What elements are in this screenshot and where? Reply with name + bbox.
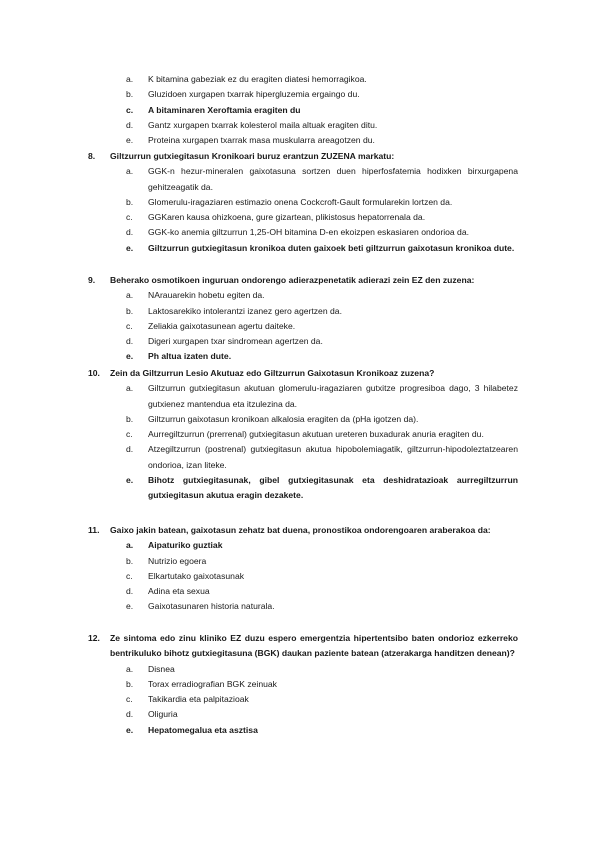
- option-letter: b.: [126, 413, 134, 424]
- option-letter: e.: [126, 351, 134, 362]
- option-11a: [88, 538, 518, 553]
- question-stem: [88, 631, 518, 662]
- option-9a: [88, 288, 518, 303]
- option-7a: [88, 72, 518, 87]
- option-11c: [88, 569, 518, 584]
- option-letter: b.: [126, 196, 134, 207]
- option-text: Gantz xurgapen txarrak kolesterol maila altuak eragiten ditu.: [148, 119, 378, 130]
- question-10: [88, 366, 518, 504]
- option-9c: [88, 319, 518, 334]
- option-text: Gluzidoen xurgapen txarrak hipergluzemia ergaingo du.: [148, 89, 360, 100]
- option-text: Aipaturiko guztiak: [148, 540, 223, 551]
- option-text: Giltzurrun gaixotasun kronikoan alkalosia eragiten da (pHa igotzen da).: [148, 413, 419, 424]
- question-8: [88, 149, 518, 256]
- option-letter: e.: [126, 135, 134, 146]
- q7-options: [88, 72, 518, 148]
- option-text: Bihotz gutxiegitasunak, gibel gutxiegitasunak eta deshidratazioak aurregiltzurrun gutxiegitasun akutua eragin dezakete.: [148, 475, 518, 501]
- option-letter: c.: [126, 212, 133, 223]
- option-letter: a.: [126, 540, 134, 551]
- question-number: 8.: [88, 151, 96, 161]
- option-text: Zeliakia gaixotasunean agertu daiteke.: [148, 320, 296, 331]
- option-8e: [88, 241, 518, 256]
- option-text: Atzegiltzurrun (postrenal) gutxiegitasun akutua hipobolemiagatik, giltzurrun-hipodoleztatzearen ondorioa, izan liteke.: [148, 444, 518, 470]
- option-letter: a.: [126, 663, 134, 674]
- option-12b: [88, 677, 518, 692]
- option-8c: [88, 210, 518, 225]
- question-text: Zein da Giltzurrun Lesio Akutuaz edo Giltzurrun Gaixotasun Kronikoaz zuzena?: [110, 368, 435, 378]
- option-text: Elkartutako gaixotasunak: [148, 570, 245, 581]
- question-stem: [88, 273, 518, 288]
- option-letter: e.: [126, 724, 134, 735]
- option-11d: [88, 584, 518, 599]
- option-11e: [88, 599, 518, 614]
- option-letter: d.: [126, 336, 134, 347]
- option-text: Oliguria: [148, 709, 178, 720]
- option-text: Gaixotasunaren historia naturala.: [148, 601, 275, 612]
- option-letter: c.: [126, 694, 133, 705]
- option-10b: [88, 412, 518, 427]
- option-9d: [88, 334, 518, 349]
- option-text: Hepatomegalua eta asztisa: [148, 724, 258, 735]
- question-9: [88, 273, 518, 365]
- option-7b: [88, 87, 518, 102]
- question-text: Giltzurrun gutxiegitasun Kronikoari buruz erantzun ZUZENA markatu:: [110, 151, 395, 161]
- option-10a: [88, 381, 518, 412]
- option-10d: [88, 442, 518, 473]
- option-12c: [88, 692, 518, 707]
- question-12: [88, 631, 518, 738]
- option-text: Digeri xurgapen txar sindromean agertzen da.: [148, 336, 323, 347]
- option-letter: d.: [126, 119, 134, 130]
- option-letter: e.: [126, 601, 134, 612]
- option-letter: d.: [126, 586, 134, 597]
- question-stem: [88, 149, 518, 164]
- option-text: A bitaminaren Xeroftamia eragiten du: [148, 104, 301, 115]
- option-7d: [88, 118, 518, 133]
- question-stem: [88, 366, 518, 381]
- option-letter: b.: [126, 305, 134, 316]
- option-letter: b.: [126, 89, 134, 100]
- option-text: Disnea: [148, 663, 175, 674]
- option-letter: c.: [126, 104, 134, 115]
- option-text: K bitamina gabeziak ez du eragiten diatesi hemorragikoa.: [148, 74, 367, 84]
- option-text: Glomerulu-iragaziaren estimazio onena Cockcroft-Gault formularekin lortzen da.: [148, 196, 453, 207]
- option-7c: [88, 103, 518, 118]
- option-8d: [88, 225, 518, 240]
- option-letter: d.: [126, 444, 134, 455]
- option-text: Takikardia eta palpitazioak: [148, 694, 249, 705]
- option-letter: a.: [126, 166, 134, 177]
- option-text: Aurregiltzurrun (prerrenal) gutxiegitasun akutuan ureteren buxadurak anuria eragiten du.: [148, 429, 484, 440]
- option-text: Torax erradiografian BGK zeinuak: [148, 678, 277, 689]
- question-number: 12.: [88, 633, 100, 643]
- option-letter: b.: [126, 555, 134, 566]
- option-text: Laktosarekiko intolerantzi izanez gero agertzen da.: [148, 305, 342, 316]
- option-letter: a.: [126, 74, 134, 84]
- option-letter: a.: [126, 290, 134, 301]
- question-11: [88, 523, 518, 615]
- option-10c: [88, 427, 518, 442]
- option-letter: e.: [126, 475, 134, 486]
- option-letter: d.: [126, 709, 134, 720]
- question-number: 11.: [88, 525, 100, 535]
- option-8b: [88, 195, 518, 210]
- question-text: Beherako osmotikoen inguruan ondorengo adierazpenetatik adierazi zein EZ den zuzena:: [110, 275, 475, 285]
- option-text: GGK-n hezur-mineralen gaixotasuna sortzen duen hiperfosfatemia hodixken birxurgapena gehitzeagatik da.: [148, 166, 518, 192]
- question-stem: [88, 523, 518, 538]
- option-12e: [88, 723, 518, 738]
- option-text: GGK-ko anemia giltzurrun 1,25-OH bitamina D-en ekoizpen eskasiaren ondorioa da.: [148, 227, 469, 238]
- question-text: Gaixo jakin batean, gaixotasun zehatz bat duena, pronostikoa ondorengoaren araberakoa da:: [110, 525, 491, 535]
- option-12d: [88, 707, 518, 722]
- option-letter: e.: [126, 242, 134, 253]
- question-text: Ze sintoma edo zinu kliniko EZ duzu espero emergentzia hipertentsibo baten ondorioz ezkerreko bentrikuluko bihotz gutxiegitasuna (BGK) daukan paziente batean (atzerakarga handitzen denean)?: [110, 633, 518, 659]
- option-letter: b.: [126, 678, 134, 689]
- option-letter: c.: [126, 320, 133, 331]
- option-9e: [88, 349, 518, 364]
- option-letter: c.: [126, 429, 133, 440]
- option-text: GGKaren kausa ohizkoena, gure gizartean, plikistosus hepatorrenala da.: [148, 212, 426, 223]
- option-letter: d.: [126, 227, 134, 238]
- option-text: Giltzurrun gutxiegitasun akutuan glomerulu-iragaziaren gutxitze progresiboa dago, 3 hilabetez gutxienez mantendua eta itzulezina da.: [148, 383, 518, 409]
- option-text: Giltzurrun gutxiegitasun kronikoa duten gaixoek beti giltzurrun gaixotasun kronikoa dute.: [148, 242, 515, 253]
- option-8a: [88, 164, 518, 195]
- option-10e: [88, 473, 518, 504]
- option-12a: [88, 662, 518, 677]
- question-number: 9.: [88, 275, 96, 285]
- option-text: Adina eta sexua: [148, 586, 210, 597]
- option-7e: [88, 133, 518, 148]
- option-text: NArauarekin hobetu egiten da.: [148, 290, 265, 301]
- option-text: Nutrizio egoera: [148, 555, 207, 566]
- option-letter: a.: [126, 383, 134, 394]
- option-text: Proteina xurgapen txarrak masa muskularra areagotzen du.: [148, 135, 375, 146]
- option-11b: [88, 554, 518, 569]
- option-letter: c.: [126, 570, 133, 581]
- option-text: Ph altua izaten dute.: [148, 351, 232, 362]
- option-9b: [88, 304, 518, 319]
- question-number: 10.: [88, 368, 100, 378]
